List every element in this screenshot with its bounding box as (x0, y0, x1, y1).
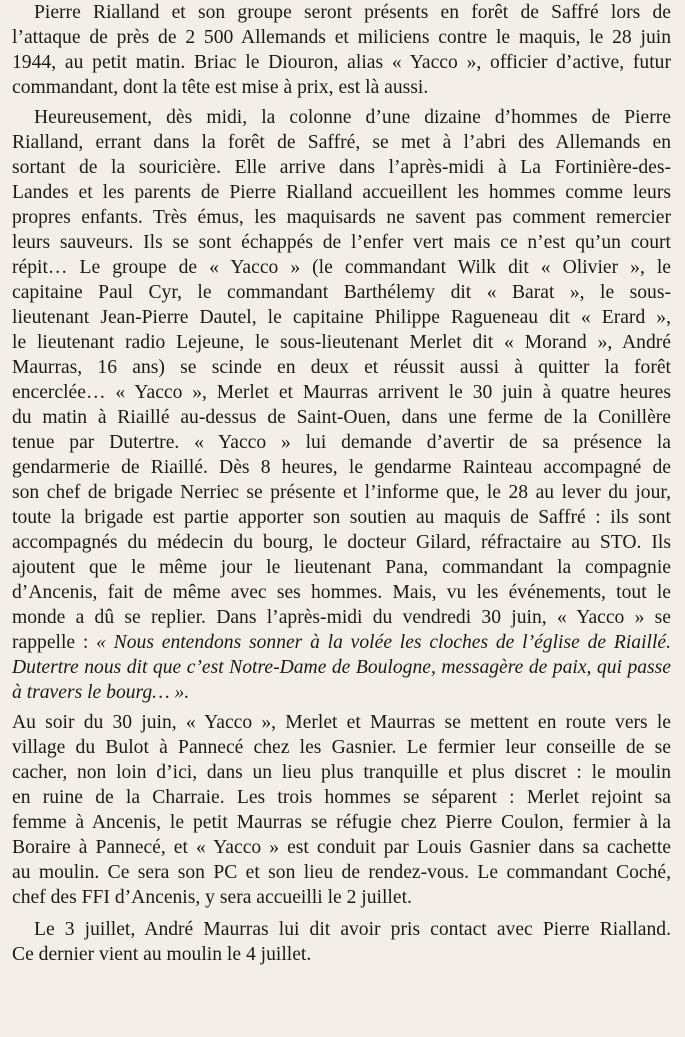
text-line: Rialland, errant dans la forêt de Saffré, se met à l’abri des Allemands en (12, 132, 671, 153)
text-line: au moulin. Ce sera son PC et son lieu de rendez-vous. Le commandant Coché, (12, 862, 671, 883)
text-line: propres enfants. Très émus, les maquisards ne savent pas comment remercier (12, 207, 671, 228)
text-line: Boraire à Pannecé, et « Yacco » est conduit par Louis Gasnier dans sa cachette (12, 837, 671, 858)
text-line: accompagnés du médecin du bourg, le docteur Gilard, réfractaire au STO. Ils (12, 532, 671, 553)
text-line: d’Ancenis, fait de même avec ses hommes. Mais, vu les événements, tout le (12, 582, 671, 603)
text-line: village du Bulot à Pannecé chez les Gasnier. Le fermier leur conseille de se (12, 737, 671, 758)
text-line: l’attaque de près de 2 500 Allemands et miliciens contre le maquis, le 28 juin (12, 27, 671, 48)
text-line: du matin à Riaillé au-dessus de Saint-Ouen, dans une ferme de la Conillère (12, 407, 671, 428)
text-line: 1944, au petit matin. Briac le Diouron, alias « Yacco », officier d’active, futur (12, 52, 671, 73)
text-line: son chef de brigade Nerriec se présente et l’informe que, le 28 au lever du jour, (12, 482, 671, 503)
text-segment: rappelle : (12, 632, 97, 653)
text-line: répit… Le groupe de « Yacco » (le commandant Wilk dit « Olivier », le (12, 257, 671, 278)
text-line: femme à Ancenis, le petit Maurras se réfugie chez Pierre Coulon, fermier à la (12, 812, 671, 833)
text-line: Ce dernier vient au moulin le 4 juillet. (12, 944, 312, 965)
text-line: Heureusement, dès midi, la colonne d’une dizaine d’hommes de Pierre (34, 107, 671, 128)
text-line: en ruine de la Charraie. Les trois hommes se séparent : Merlet rejoint sa (12, 787, 671, 808)
text-line: capitaine Paul Cyr, le commandant Barthélemy dit « Barat », le sous- (12, 282, 671, 303)
text-line: le lieutenant radio Lejeune, le sous-lieutenant Merlet dit « Morand », André (12, 332, 671, 353)
quote-line: à travers le bourg… ». (12, 682, 190, 703)
text-line: Maurras, 16 ans) se scinde en deux et réussit aussi à quitter la forêt (12, 357, 671, 378)
text-line: Pierre Rialland et son groupe seront présents en forêt de Saffré lors de (34, 2, 671, 23)
text-line: encerclée… « Yacco », Merlet et Maurras arrivent le 30 juin à quatre heures (12, 382, 671, 403)
text-line: toute la brigade est partie apporter son soutien au maquis de Saffré : ils sont (12, 507, 671, 528)
text-line: sortant de la souricière. Elle arrive dans l’après-midi à La Fortinière-des- (12, 157, 671, 178)
text-line: gendarmerie de Riaillé. Dès 8 heures, le gendarme Rainteau accompagné de (12, 457, 671, 478)
text-line: chef des FFI d’Ancenis, y sera accueilli le 2 juillet. (12, 887, 412, 908)
text-line: monde a dû se replier. Dans l’après-midi du vendredi 30 juin, « Yacco » se (12, 607, 671, 628)
text-line: leurs sauveurs. Ils se sont échappés de l’enfer vert mais ce n’est qu’un court (12, 232, 671, 253)
text-line: tenue par Dutertre. « Yacco » lui demande d’avertir de sa présence la (12, 432, 671, 453)
text-line: Le 3 juillet, André Maurras lui dit avoir pris contact avec Pierre Rialland. (34, 919, 671, 940)
text-line: ajoutent que le même jour le lieutenant Pana, commandant la compagnie (12, 557, 671, 578)
text-line: Au soir du 30 juin, « Yacco », Merlet et Maurras se mettent en route vers le (12, 712, 671, 733)
text-line: commandant, dont la tête est mise à prix, est là aussi. (12, 77, 429, 98)
text-line-mixed (12, 630, 671, 656)
quote-segment: « Nous entendons sonner à la volée les cloches de l’église de Riaillé. (96, 632, 671, 653)
text-line: Landes et les parents de Pierre Rialland accueillent les hommes comme leurs (12, 182, 671, 203)
text-line: lieutenant Jean-Pierre Dautel, le capitaine Philippe Ragueneau dit « Erard », (12, 307, 671, 328)
text-line: cacher, non loin d’ici, dans un lieu plus tranquille et plus discret : le moulin (12, 762, 671, 783)
quote-line: Dutertre nous dit que c’est Notre-Dame de Boulogne, messagère de paix, qui passe (12, 657, 671, 678)
